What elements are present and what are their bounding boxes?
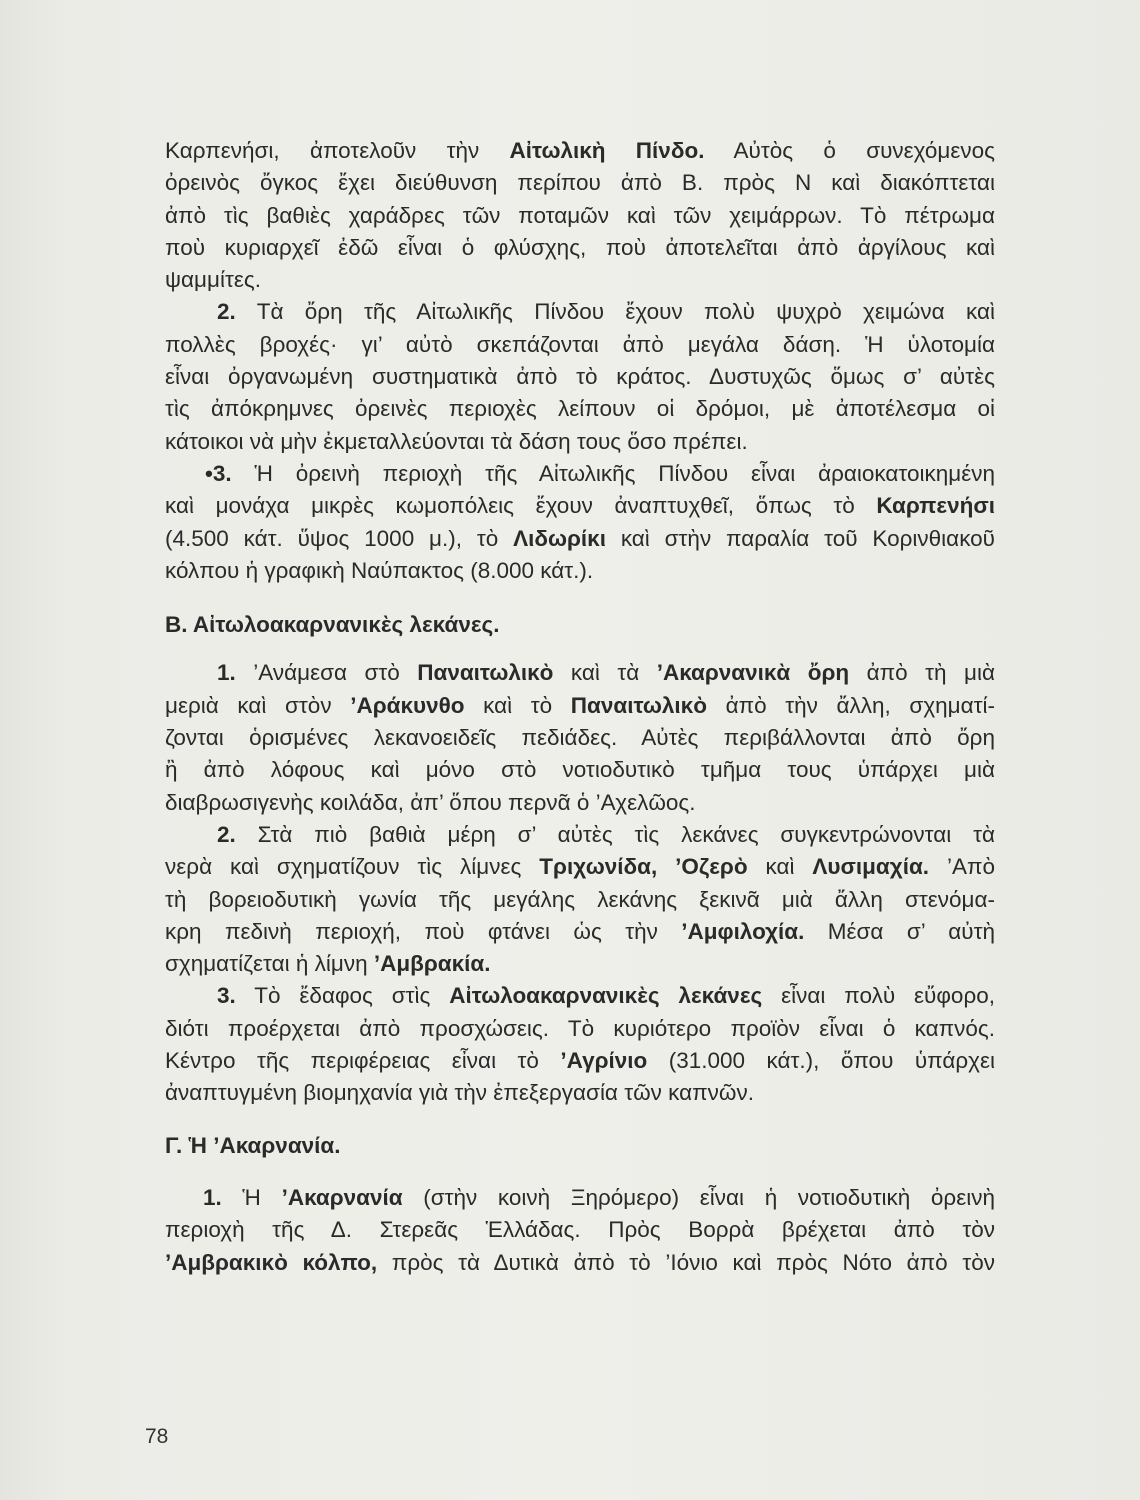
text-line: διότι προέρχεται ἀπὸ προσχώσεις. Τὸ κυριότερο προϊὸν εἶναι ὁ καπνός. [165,1015,995,1041]
paragraph-start: 3. Τὸ ἔδαφος στὶς Αἰτωλοακαρνανικὲς λεκάνες εἶναι πολὺ εὔφορο, [217,983,996,1009]
text-line: τὴ βορειοδυτικὴ γωνία τῆς μεγάλης λεκάνης ξεκινᾶ μιὰ ἄλλη στενόμα- [165,886,995,912]
text-line: νερὰ καὶ σχηματίζουν τὶς λίμνες Τριχωνίδα, ’Οζερὸ καὶ Λυσιμαχία. ’Απὸ [165,854,996,880]
text-line: πολλὲς βροχές· γι’ αὐτὸ σκεπάζονται ἀπὸ μεγάλα δάση. Ἡ ὑλοτομία [165,331,995,357]
text-line: Καρπενήσι, ἀποτελοῦν τὴν Αἰτωλικὴ Πίνδο. Αὐτὸς ὁ συνεχόμενος [165,138,995,163]
text-line: σχηματίζεται ἡ λίμνη ’Αμβρακία. [165,951,491,977]
text-line: καὶ μονάχα μικρὲς κωμοπόλεις ἔχουν ἀναπτυχθεῖ, ὅπως τὸ Καρπενήσι [165,493,995,519]
page-text [165,135,995,1279]
page-number: 78 [145,1425,169,1448]
paragraph-start: •3. Ἡ ὀρεινὴ περιοχὴ τῆς Αἰτωλικῆς Πίνδου εἶναι ἀραιοκατοικημένη [205,460,995,486]
text-line: ζονται ὁρισμένες λεκανοειδεῖς πεδιάδες. Αὐτὲς περιβάλλονται ἀπὸ ὄρη [165,725,995,751]
text-line: Κέντρο τῆς περιφέρειας εἶναι τὸ ’Αγρίνιο (31.000 κάτ.), ὅπου ὑπάρχει [165,1048,995,1074]
text-line: ἀναπτυγμένη βιομηχανία γιὰ τὴν ἐπεξεργασία τῶν καπνῶν. [165,1080,754,1106]
text-line: περιοχὴ τῆς Δ. Στερεᾶς Ἑλλάδας. Πρὸς Βορρὰ βρέχεται ἀπὸ τὸν [165,1217,995,1243]
paragraph-start: 1. Ἡ ’Ακαρνανία (στὴν κοινὴ Ξηρόμερο) εἶναι ἡ νοτιοδυτικὴ ὀρεινὴ [203,1184,995,1210]
text-line: κάτοικοι νὰ μὴν ἐκμεταλλεύονται τὰ δάση τους ὅσο πρέπει. [165,428,748,454]
text-line: ἢ ἀπὸ λόφους καὶ μόνο στὸ νοτιοδυτικὸ τμῆμα τους ὑπάρχει μιὰ [165,757,995,783]
text-line: ὀρεινὸς ὄγκος ἔχει διεύθυνση περίπου ἀπὸ Β. πρὸς Ν καὶ διακόπτεται [165,170,995,196]
text-line: (4.500 κάτ. ὕψος 1000 μ.), τὸ Λιδωρίκι καὶ στὴν παραλία τοῦ Κορινθιακοῦ [165,525,995,551]
text-line: ψαμμίτες. [165,267,261,293]
text-line: κόλπου ἡ γραφικὴ Ναύπακτος (8.000 κάτ.). [165,557,594,583]
text-line: ’Αμβρακικὸ κόλπο, πρὸς τὰ Δυτικὰ ἀπὸ τὸ ’Ιόνιο καὶ πρὸς Νότο ἀπὸ τὸν [165,1249,995,1275]
text-line: εἶναι ὀργανωμένη συστηματικὰ ἀπὸ τὸ κράτος. Δυστυχῶς ὅμως σ’ αὐτὲς [165,364,995,390]
text-line: ποὺ κυριαρχεῖ ἐδῶ εἶναι ὁ φλύσχης, ποὺ ἀποτελεῖται ἀπὸ ἀργίλους καὶ [165,234,995,260]
text-line: διαβρωσιγενὴς κοιλάδα, ἀπ’ ὅπου περνᾶ ὁ ’Αχελῶος. [165,789,696,815]
text-line: κρη πεδινὴ περιοχή, ποὺ φτάνει ὡς τὴν ’Αμφιλοχία. Μέσα σ’ αὐτὴ [165,918,995,944]
paragraph-start: 2. Τὰ ὄρη τῆς Αἰτωλικῆς Πίνδου ἔχουν πολὺ ψυχρὸ χειμώνα καὶ [217,299,995,325]
section-heading-b: Β. Αἰτωλοακαρνανικὲς λεκάνες. [165,612,500,638]
text-line: τὶς ἀπόκρημνες ὀρεινὲς περιοχὲς λείπουν οἱ δρόμοι, μὲ ἀποτέλεσμα οἱ [165,396,995,422]
text-line: μεριὰ καὶ στὸν ’Αράκυνθο καὶ τὸ Παναιτωλικὸ ἀπὸ τὴν ἄλλη, σχηματί- [165,692,995,718]
text-line: ἀπὸ τὶς βαθιὲς χαράδρες τῶν ποταμῶν καὶ τῶν χειμάρρων. Τὸ πέτρωμα [165,202,995,228]
paragraph-start: 1. ’Ανάμεσα στὸ Παναιτωλικὸ καὶ τὰ ’Ακαρνανικὰ ὄρη ἀπὸ τὴ μιὰ [217,660,995,686]
paragraph-start: 2. Στὰ πιὸ βαθιὰ μέρη σ’ αὐτὲς τὶς λεκάνες συγκεντρώνονται τὰ [217,821,995,847]
section-heading-c: Γ. Ἡ ’Ακαρνανία. [165,1132,341,1158]
